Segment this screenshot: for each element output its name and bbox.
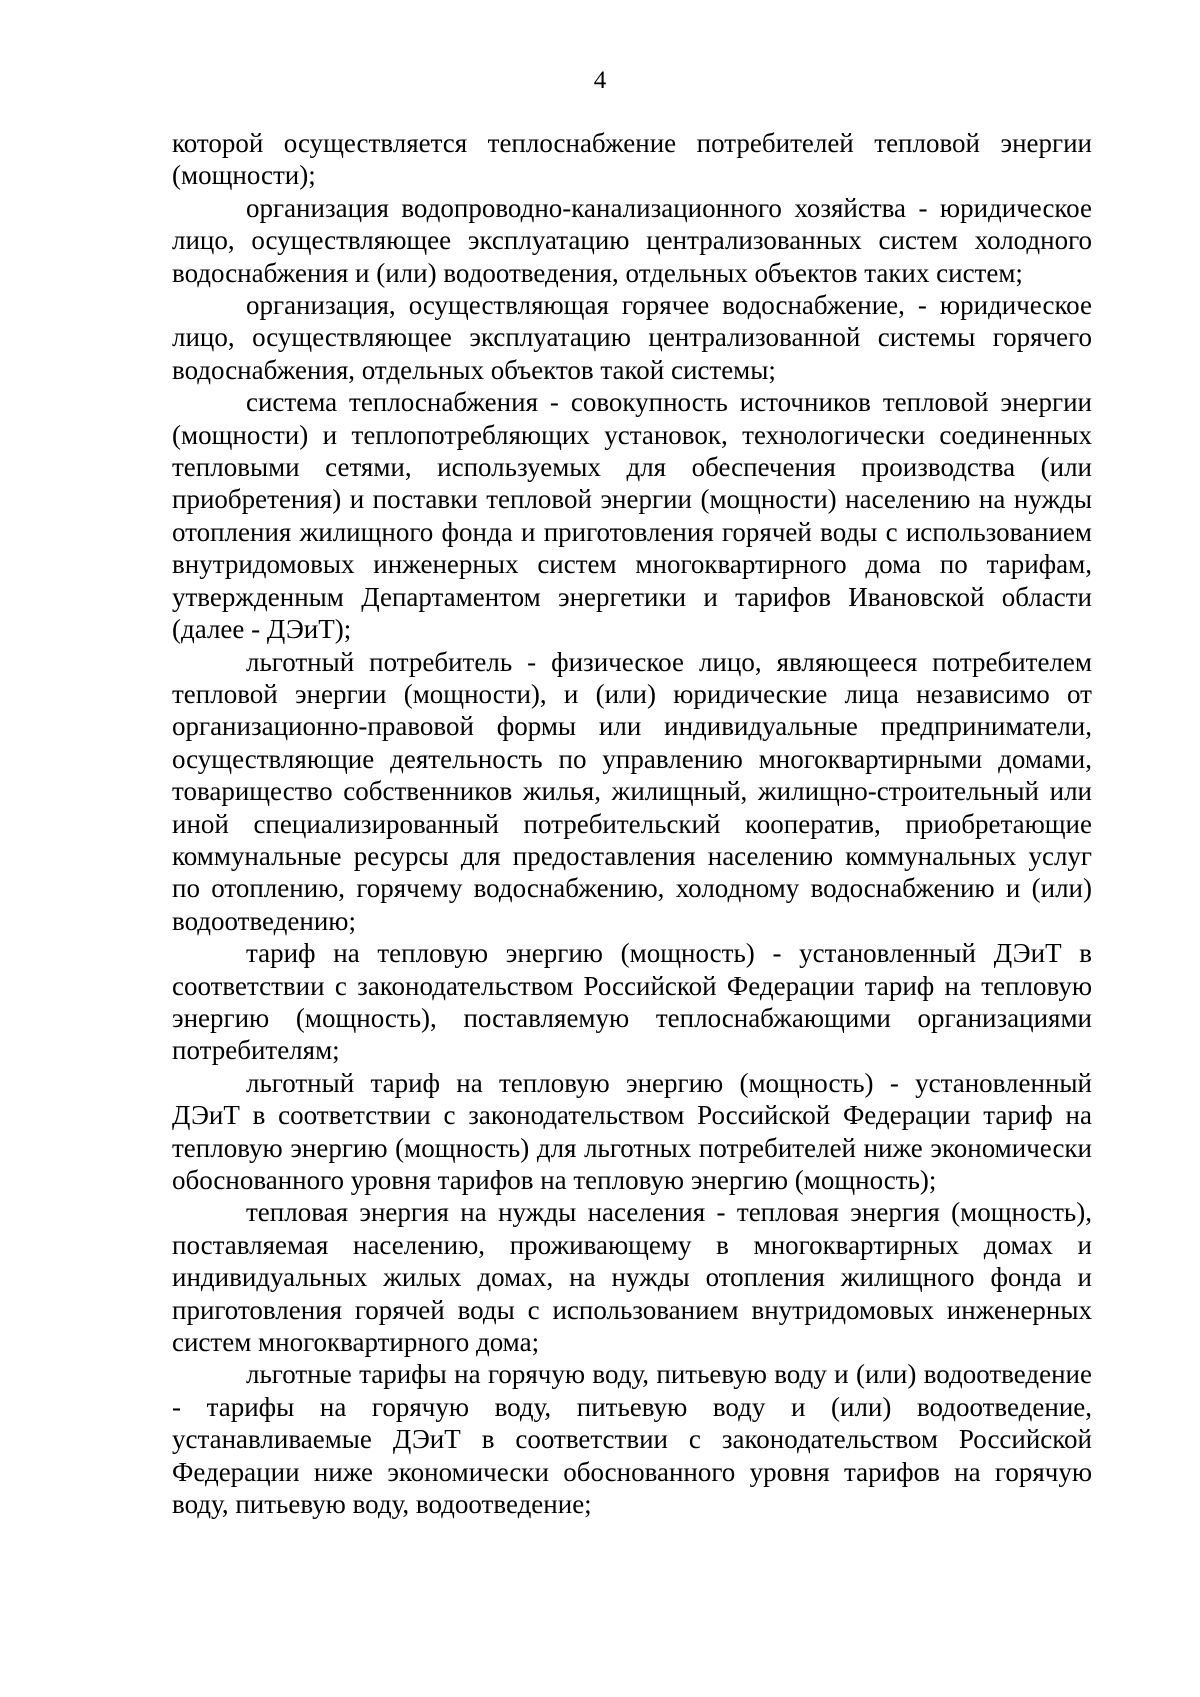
paragraph-privileged-water-tariffs: льготные тарифы на горячую воду, питьевую воду и (или) водоотведение - тарифы на горячую воду, питьевую воду и (или) водоотведение, устанавливаемые ДЭиТ в соответствии с законодательством Российской Федерации ниже экономически обоснованного уровня тарифов на горячую воду, питьевую воду, водоотведение; — [172, 1359, 1092, 1520]
paragraph-heat-supply-system: система теплоснабжения - совокупность источников тепловой энергии (мощности) и теплопотребляющих установок, технологически соединенных тепловыми сетями, используемых для обеспечения производства (или приобретения) и поставки тепловой энергии (мощности) населению на нужды отопления жилищного фонда и приготовления горячей воды с использованием внутридомовых инженерных систем многоквартирного дома по тарифам, утвержденным Департаментом энергетики и тарифов Ивановской области (далее - ДЭиТ); — [172, 387, 1092, 645]
paragraph-privileged-consumer: льготный потребитель - физическое лицо, являющееся потребителем тепловой энергии (мощности), и (или) юридические лица независимо от организационно-правовой формы или индивидуальные предприниматели, осуществляющие деятельность по управлению многоквартирными домами, товарищество собственников жилья, жилищный, жилищно-строительный или иной специализированный потребительский кооператив, приобретающие коммунальные ресурсы для предоставления населению коммунальных услуг по отоплению, горячему водоснабжению, холодному водоснабжению и (или) водоотведению; — [172, 646, 1092, 936]
paragraph-continuation: которой осуществляется теплоснабжение потребителей тепловой энергии (мощности); — [172, 128, 1092, 191]
page-number: 4 — [593, 67, 607, 94]
paragraph-heat-for-population: тепловая энергия на нужды населения - тепловая энергия (мощность), поставляемая населению, проживающему в многоквартирных домах и индивидуальных жилых домах, на нужды отопления жилищного фонда и приготовления горячей воды с использованием внутридомовых инженерных систем многоквартирного дома; — [172, 1197, 1092, 1358]
document-body — [172, 127, 1092, 1520]
paragraph-hot-water-organization: организация, осуществляющая горячее водоснабжение, - юридическое лицо, осуществляющее эксплуатацию централизованной системы горячего водоснабжения, отдельных объектов такой системы; — [172, 290, 1092, 385]
paragraph-water-sewer-organization: организация водопроводно-канализационного хозяйства - юридическое лицо, осуществляющее эксплуатацию централизованных систем холодного водоснабжения и (или) водоотведения, отдельных объектов таких систем; — [172, 192, 1092, 288]
paragraph-heat-tariff: тариф на тепловую энергию (мощность) - установленный ДЭиТ в соответствии с законодательством Российской Федерации тариф на тепловую энергию (мощность), поставляемую теплоснабжающими организациями потребителям; — [172, 938, 1092, 1066]
paragraph-privileged-heat-tariff: льготный тариф на тепловую энергию (мощность) - установленный ДЭиТ в соответствии с законодательством Российской Федерации тариф на тепловую энергию (мощность) для льготных потребителей ниже экономически обоснованного уровня тарифов на тепловую энергию (мощность); — [172, 1067, 1092, 1195]
